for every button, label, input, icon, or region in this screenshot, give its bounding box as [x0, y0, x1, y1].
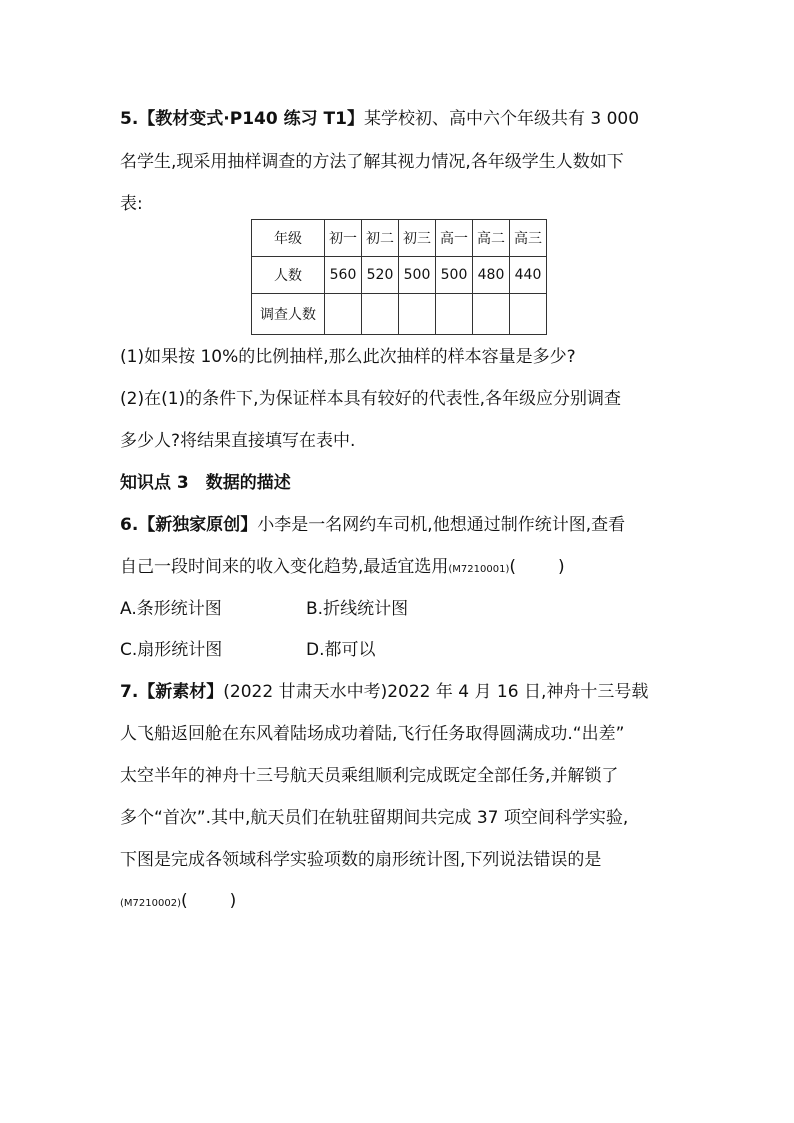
table-cell-grade-2: 初二 [362, 220, 399, 257]
q6-bracket-close: ) [558, 557, 565, 577]
q5-line-3: 表: [120, 194, 143, 214]
q6-tag: 【新独家原创】 [138, 515, 258, 535]
table-row-grade [252, 220, 547, 257]
q7-line-3: 太空半年的神舟十三号航天员乘组顺利完成既定全部任务,并解锁了 [120, 766, 619, 786]
q6-option-a: A.条形统计图 [120, 599, 222, 619]
table-header-count: 人数 [252, 257, 325, 294]
table-cell-count-5: 480 [473, 257, 510, 294]
table-header-survey: 调查人数 [252, 294, 325, 335]
q5-line-1 [120, 107, 639, 131]
q6-bracket-open: ( [509, 557, 517, 577]
table-header-grade: 年级 [252, 220, 325, 257]
table-cell-survey-2 [362, 294, 399, 335]
q7-bracket-open: ( [180, 891, 188, 911]
table-cell-count-6: 440 [510, 257, 547, 294]
q5-sub-2-line-2: 多少人?将结果直接填写在表中. [120, 431, 356, 451]
student-count-table [251, 219, 547, 335]
q7-line-6 [120, 889, 236, 916]
table-cell-grade-6: 高三 [510, 220, 547, 257]
q7-code: (M7210002) [120, 898, 181, 909]
q5-sub-1: (1)如果按 10%的比例抽样,那么此次抽样的样本容量是多少? [120, 347, 576, 367]
q5-tag: 【教材变式·P140 练习 T1】 [138, 109, 364, 129]
table-cell-grade-5: 高二 [473, 220, 510, 257]
q6-option-c: C.扇形统计图 [120, 640, 223, 660]
q6-line-2 [120, 555, 565, 582]
table-cell-survey-5 [473, 294, 510, 335]
q5-line-2: 名学生,现采用抽样调查的方法了解其视力情况,各年级学生人数如下 [120, 152, 624, 172]
q5-text-1: 某学校初、高中六个年级共有 3 000 [363, 109, 640, 129]
section-heading: 知识点 3 数据的描述 [120, 473, 291, 493]
q6-number: 6. [120, 515, 139, 535]
table-cell-survey-3 [399, 294, 436, 335]
q6-code: (M7210001) [448, 564, 510, 575]
q5-number: 5. [120, 109, 139, 129]
q6-text-2: 自己一段时间来的收入变化趋势,最适宜选用 [120, 557, 449, 577]
table-cell-count-2: 520 [362, 257, 399, 294]
q6-option-b: B.折线统计图 [306, 599, 409, 619]
q7-line-2: 人飞船返回舱在东风着陆场成功着陆,飞行任务取得圆满成功.“出差” [120, 724, 625, 744]
q7-number: 7. [120, 682, 139, 702]
q6-line-1 [120, 513, 625, 537]
table-cell-survey-1 [325, 294, 362, 335]
table-cell-count-1: 560 [325, 257, 362, 294]
table-cell-count-4: 500 [436, 257, 473, 294]
table-cell-grade-4: 高一 [436, 220, 473, 257]
q7-text-1: (2022 甘肃天水中考)2022 年 4 月 16 日,神舟十三号载 [223, 682, 649, 702]
table-cell-count-3: 500 [399, 257, 436, 294]
q6-text-1: 小李是一名网约车司机,他想通过制作统计图,查看 [257, 515, 626, 535]
q7-line-4: 多个“首次”.其中,航天员们在轨驻留期间共完成 37 项空间科学实验, [120, 808, 629, 828]
table-cell-grade-1: 初一 [325, 220, 362, 257]
table-cell-survey-4 [436, 294, 473, 335]
table-cell-survey-6 [510, 294, 547, 335]
q7-line-1 [120, 680, 648, 704]
q7-tag: 【新素材】 [138, 682, 224, 702]
q6-option-d: D.都可以 [306, 640, 376, 660]
q7-line-5: 下图是完成各领域科学实验项数的扇形统计图,下列说法错误的是 [120, 850, 602, 870]
table-cell-grade-3: 初三 [399, 220, 436, 257]
table-row-count [252, 257, 547, 294]
table-row-survey [252, 294, 547, 335]
q7-bracket-close: ) [229, 891, 237, 911]
q5-sub-2-line-1: (2)在(1)的条件下,为保证样本具有较好的代表性,各年级应分别调查 [120, 389, 621, 409]
